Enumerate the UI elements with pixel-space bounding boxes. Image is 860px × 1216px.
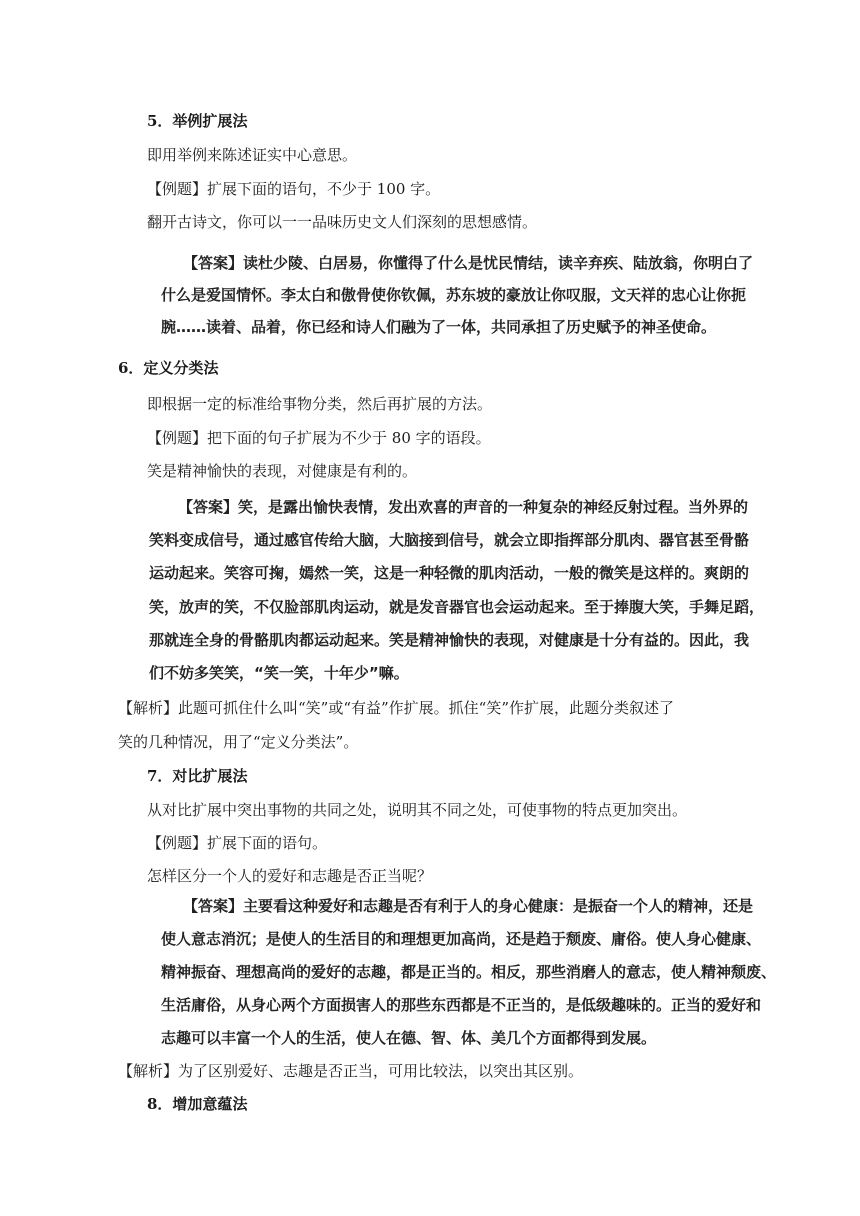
section-6-heading: 6．定义分类法 [118,359,219,377]
section-7-answer-line: 生活庸俗，从身心两个方面损害人的那些东西都是不正当的，是低级趣味的。正当的爱好和 [161,996,762,1014]
section-7-analysis: 【解析】为了区别爱好、志趣是否正当，可用比较法，以突出其区别。 [118,1062,584,1080]
section-7-example-sentence: 怎样区分一个人的爱好和志趣是否正当呢？ [147,867,433,885]
section-6-answer-line: 【答案】笑，是露出愉快表情，发出欢喜的声音的一种复杂的神经反射过程。当外界的 [178,498,749,516]
section-6-answer-line: 运动起来。笑容可掬，嫣然一笑，这是一种轻微的肌肉活动，一般的微笑是这样的。爽朗的 [149,564,750,582]
section-6-answer-line: 们不妨多笑笑，“笑一笑，十年少”嘛。 [149,664,409,682]
section-7-answer-line: 志趣可以丰富一个人的生活，使人在德、智、体、美几个方面都得到发展。 [161,1029,657,1047]
section-6-answer-line: 笑，放声的笑，不仅脸部肌肉运动，就是发音器官也会运动起来。至于捧腹大笑，手舞足蹈， [149,598,765,616]
section-7-definition: 从对比扩展中突出事物的共同之处，说明其不同之处，可使事物的特点更加突出。 [147,801,688,819]
section-5-example-sentence: 翻开古诗文，你可以一一品味历史文人们深刻的思想感情。 [147,213,538,231]
section-6-definition: 即根据一定的标准给事物分类，然后再扩展的方法。 [147,395,493,413]
section-5-heading: 5．举例扩展法 [147,112,248,130]
section-6-example-label: 【例题】把下面的句子扩展为不少于 80 字的语段。 [147,429,491,447]
section-7-example-label: 【例题】扩展下面的语句。 [147,834,328,852]
section-5-answer-line: 腕……读着、品着，你已经和诗人们融为了一体，共同承担了历史赋予的神圣使命。 [161,318,717,336]
section-8-heading: 8．增加意蕴法 [147,1095,248,1113]
section-5-answer-line: 【答案】读杜少陵、白居易，你懂得了什么是忧民情结，读辛弃疾、陆放翁，你明白了 [183,254,754,272]
section-7-answer-line: 精神振奋、理想高尚的爱好的志趣，都是正当的。相反，那些消磨人的意志，使人精神颓废、 [161,963,777,981]
section-6-answer-line: 笑料变成信号，通过感官传给大脑，大脑接到信号，就会立即指挥部分肌肉、器官甚至骨骼 [149,531,750,549]
section-7-answer-line: 【答案】主要看这种爱好和志趣是否有利于人的身心健康：是振奋一个人的精神，还是 [183,897,754,915]
section-6-analysis-line: 【解析】此题可抓住什么叫“笑”或“有益”作扩展。抓住“笑”作扩展，此题分类叙述了 [118,699,675,717]
section-6-analysis-line: 笑的几种情况，用了“定义分类法”。 [118,733,359,751]
section-6-example-sentence: 笑是精神愉快的表现，对健康是有利的。 [147,462,418,480]
section-5-definition: 即用举例来陈述证实中心意思。 [147,146,358,164]
section-7-heading: 7．对比扩展法 [147,767,248,785]
section-7-answer-line: 使人意志消沉；是使人的生活目的和理想更加高尚，还是趋于颓废、庸俗。使人身心健康、 [161,930,762,948]
section-5-answer-line: 什么是爱国情怀。李太白和傲骨使你钦佩，苏东坡的豪放让你叹服，文天祥的忠心让你扼 [161,286,747,304]
section-6-answer-line: 那就连全身的骨骼肌肉都运动起来。笑是精神愉快的表现，对健康是十分有益的。因此，我 [149,631,750,649]
section-5-example-label: 【例题】扩展下面的语句，不少于 100 字。 [147,180,441,198]
